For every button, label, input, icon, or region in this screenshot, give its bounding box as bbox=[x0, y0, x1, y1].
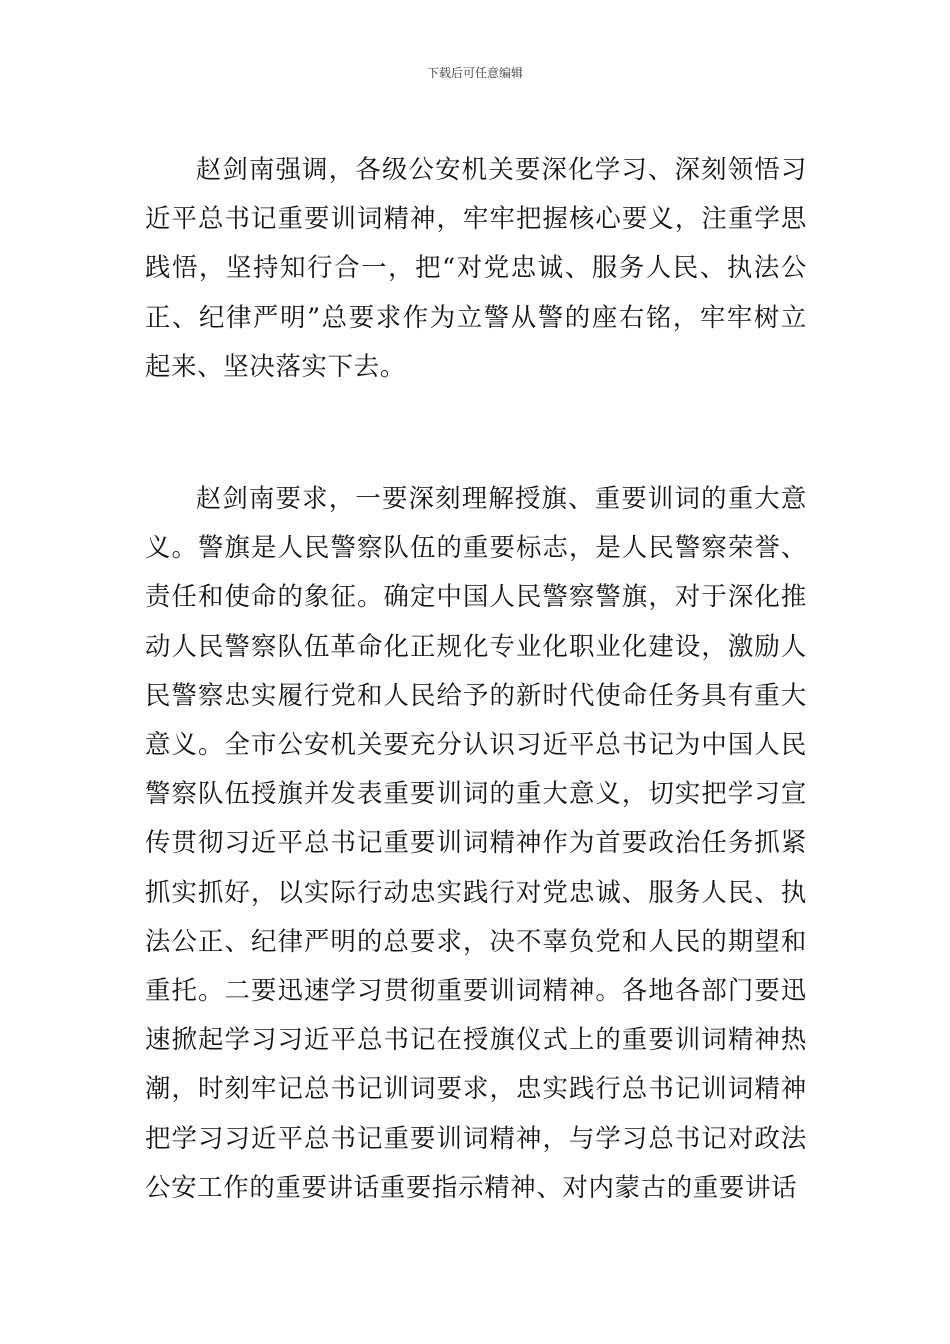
body-paragraph-2: 赵剑南要求，一要深刻理解授旗、重要训词的重大意义。警旗是人民警察队伍的重要标志，是人民警察荣誉、责任和使命的象征。确定中国人民警察警旗，对于深化推动人民警察队伍革命化正规化专业化职业化建设，激励人民警察忠实履行党和人民给予的新时代使命任务具有重大意义。全市公安机关要充分认识习近平总书记为中国人民警察队伍授旗并发表重要训词的重大意义，切实把学习宣传贯彻习近平总书记重要训词精神作为首要政治任务抓紧抓实抓好，以实际行动忠实践行对党忠诚、服务人民、执法公正、纪律严明的总要求，决不辜负党和人民的期望和重托。二要迅速学习贯彻重要训词精神。各地各部门要迅速掀起学习习近平总书记在授旗仪式上的重要训词精神热潮，时刻牢记总书记训词要求，忠实践行总书记训词精神把学习习近平总书记重要训词精神，与学习总书记对政法公安工作的重要讲话重要指示精神、对内蒙古的重要讲话 bbox=[145, 483, 807, 1202]
body-paragraph-1: 赵剑南强调，各级公安机关要深化学习、深刻领悟习近平总书记重要训词精神，牢牢把握核心要义，注重学思践悟，坚持知行合一，把“对党忠诚、服务人民、执法公正、纪律严明”总要求作为立警从警的座右铭，牢牢树立起来、坚决落实下去。 bbox=[145, 154, 807, 381]
page-header-note: 下载后可任意编辑 bbox=[426, 66, 523, 80]
